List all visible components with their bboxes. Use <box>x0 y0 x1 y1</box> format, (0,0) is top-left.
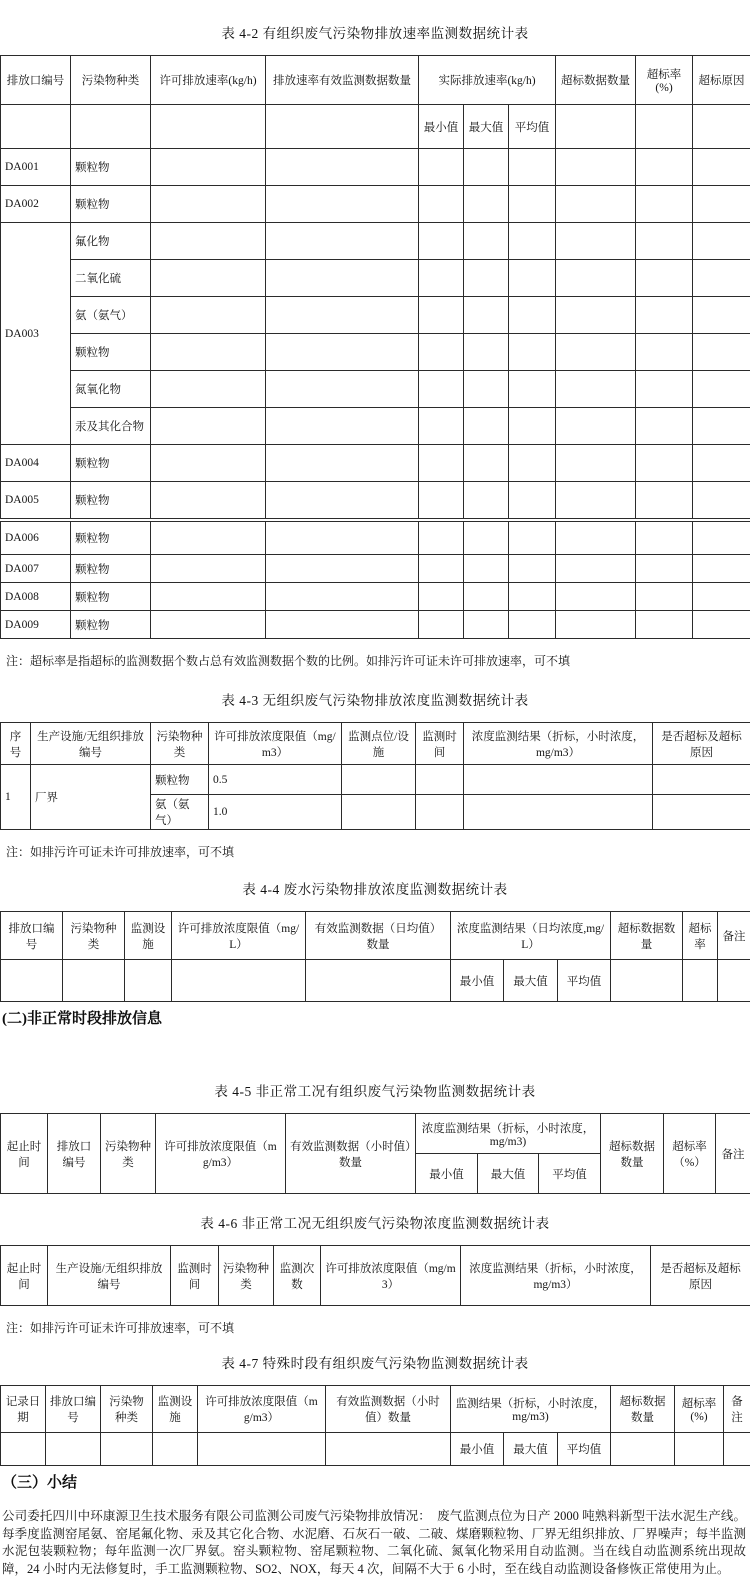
cell-empty <box>556 408 636 445</box>
facility-header: 生产设施/无组织排放编号 <box>48 1246 171 1306</box>
cell-empty <box>556 149 636 186</box>
record-date-header: 记录日期 <box>1 1386 46 1433</box>
cell-empty <box>653 795 750 830</box>
cell-empty <box>556 522 636 555</box>
monitor-time-header: 监测时间 <box>416 723 464 765</box>
cell-pollutant: 汞及其化合物 <box>71 408 151 445</box>
cell-empty <box>509 223 556 260</box>
cell-empty <box>151 297 266 334</box>
cell-empty <box>636 482 693 519</box>
cell-empty <box>636 260 693 297</box>
cell-empty <box>419 223 464 260</box>
cell-empty <box>464 297 509 334</box>
cell-empty <box>693 149 750 186</box>
cell-empty <box>46 1433 101 1466</box>
permitted-limit-header: 许可排放浓度限值（mg/m3） <box>209 723 342 765</box>
cell-pollutant: 颗粒物 <box>71 482 151 519</box>
cell-empty <box>63 960 125 1002</box>
cell-pollutant: 氨（氨气） <box>151 795 209 830</box>
table-4-7 <box>0 1385 750 1466</box>
table-4-5-title: 表 4-5 非正常工况有组织废气污染物监测数据统计表 <box>0 1080 750 1100</box>
exceed-count-header: 超标数据数量 <box>556 56 636 105</box>
exceed-rate-header: 超标率 <box>683 912 718 960</box>
cell-empty <box>556 611 636 639</box>
cell-limit: 0.5 <box>209 765 342 795</box>
cell-empty <box>611 1433 675 1466</box>
cell-empty <box>636 186 693 223</box>
cell-pollutant: 氮氧化物 <box>71 371 151 408</box>
cell-empty <box>693 223 750 260</box>
cell-empty <box>636 445 693 482</box>
cell-pollutant: 颗粒物 <box>71 611 151 639</box>
cell-empty <box>151 334 266 371</box>
cell-empty <box>416 795 464 830</box>
cell-empty <box>636 149 693 186</box>
cell-empty <box>419 482 464 519</box>
cell-empty <box>419 334 464 371</box>
cell-empty <box>266 611 419 639</box>
cell-empty <box>464 149 509 186</box>
cell-empty <box>266 186 419 223</box>
cell-empty <box>509 371 556 408</box>
cell-empty <box>464 611 509 639</box>
outlet-no-header: 排放口编号 <box>46 1386 101 1433</box>
table-4-2-note: 注：超标率是指超标的监测数据个数占总有效监测数据个数的比例。如排污许可证未许可排放速率，可不填 <box>6 652 746 669</box>
period-header: 起止时间 <box>1 1246 48 1306</box>
cell-empty <box>464 583 509 611</box>
cell-empty <box>509 522 556 555</box>
exceed-rate-header: 超标率(%) <box>675 1386 724 1433</box>
pollutant-type-header: 污染物种类 <box>151 723 209 765</box>
cell-empty <box>151 260 266 297</box>
cell-empty <box>464 482 509 519</box>
cell-outlet: DA003 <box>1 223 71 445</box>
cell-empty <box>636 297 693 334</box>
cell-empty <box>509 297 556 334</box>
cell-facility: 厂界 <box>31 765 151 830</box>
avg-subheader: 平均值 <box>509 105 556 149</box>
cell-empty <box>125 960 172 1002</box>
min-subheader: 最小值 <box>419 105 464 149</box>
min-subheader: 最小值 <box>451 960 504 1002</box>
cell-empty <box>556 445 636 482</box>
seq-header: 序号 <box>1 723 31 765</box>
result-header: 监测结果（折标，小时浓度，mg/m3) <box>451 1386 611 1433</box>
cell-empty <box>636 408 693 445</box>
cell-empty <box>419 408 464 445</box>
table-4-3 <box>0 722 750 830</box>
cell-pollutant: 颗粒物 <box>71 186 151 223</box>
cell-outlet: DA002 <box>1 186 71 223</box>
cell-empty <box>693 186 750 223</box>
monitor-time-header: 监测时间 <box>171 1246 219 1306</box>
cell-empty <box>464 223 509 260</box>
cell-empty <box>266 583 419 611</box>
cell-empty <box>151 555 266 583</box>
cell-empty <box>151 583 266 611</box>
cell-limit: 1.0 <box>209 795 342 830</box>
cell-empty <box>1 960 63 1002</box>
cell-empty <box>464 445 509 482</box>
cell-empty <box>683 960 718 1002</box>
cell-empty <box>419 371 464 408</box>
result-header: 浓度监测结果（折标，小时浓度，mg/m3) <box>416 1114 601 1154</box>
valid-data-count-header: 有效监测数据（小时值）数量 <box>326 1386 451 1433</box>
valid-data-count-header: 有效监测数据（日均值）数量 <box>306 912 451 960</box>
cell-empty <box>693 555 750 583</box>
cell-empty <box>151 482 266 519</box>
cell-empty <box>464 765 653 795</box>
cell-empty <box>266 334 419 371</box>
cell-empty <box>419 260 464 297</box>
cell-empty <box>342 795 416 830</box>
exceed-header: 是否超标及超标原因 <box>651 1246 750 1306</box>
cell-empty <box>266 149 419 186</box>
exceed-reason-header: 超标原因 <box>693 56 750 105</box>
pollutant-type-header: 污染物种类 <box>63 912 125 960</box>
cell-empty <box>464 522 509 555</box>
actual-rate-header: 实际排放速率(kg/h) <box>419 56 556 105</box>
cell-empty <box>151 223 266 260</box>
result-header: 浓度监测结果（日均浓度,mg/L） <box>451 912 611 960</box>
cell-outlet: DA005 <box>1 482 71 519</box>
pollutant-type-header: 污染物种类 <box>219 1246 274 1306</box>
period-header: 起止时间 <box>1 1114 48 1194</box>
cell-empty <box>693 105 750 149</box>
cell-empty <box>464 334 509 371</box>
remark-header: 备注 <box>718 912 750 960</box>
cell-empty <box>464 371 509 408</box>
outlet-no-header: 排放口编号 <box>48 1114 101 1194</box>
cell-empty <box>693 611 750 639</box>
cell-empty <box>419 555 464 583</box>
cell-pollutant: 二氧化硫 <box>71 260 151 297</box>
cell-empty <box>693 522 750 555</box>
monitor-point-header: 监测点位/设施 <box>342 723 416 765</box>
cell-empty <box>509 408 556 445</box>
cell-empty <box>172 960 306 1002</box>
table-4-6-note: 注：如排污许可证未许可排放速率，可不填 <box>6 1319 746 1336</box>
max-subheader: 最大值 <box>478 1154 539 1194</box>
permitted-limit-header: 许可排放浓度限值（mg/m3） <box>198 1386 326 1433</box>
cell-empty <box>306 960 451 1002</box>
cell-empty <box>198 1433 326 1466</box>
permitted-limit-header: 许可排放浓度限值（mg/m3） <box>156 1114 286 1194</box>
cell-pollutant: 颗粒物 <box>71 522 151 555</box>
table-4-4 <box>0 911 750 1002</box>
cell-empty <box>419 522 464 555</box>
cell-empty <box>266 555 419 583</box>
cell-empty <box>464 260 509 297</box>
monitor-times-header: 监测次数 <box>274 1246 321 1306</box>
avg-subheader: 平均值 <box>558 1433 611 1466</box>
cell-empty <box>556 583 636 611</box>
cell-empty <box>636 555 693 583</box>
table-4-6 <box>0 1245 750 1306</box>
cell-empty <box>464 408 509 445</box>
cell-outlet: DA006 <box>1 522 71 555</box>
cell-empty <box>151 408 266 445</box>
table-4-4-title: 表 4-4 废水污染物排放浓度监测数据统计表 <box>0 878 750 898</box>
cell-empty <box>266 408 419 445</box>
cell-empty <box>556 105 636 149</box>
cell-empty <box>693 482 750 519</box>
cell-empty <box>636 371 693 408</box>
cell-outlet: DA009 <box>1 611 71 639</box>
table-4-7-title: 表 4-7 特殊时段有组织废气污染物监测数据统计表 <box>0 1352 750 1372</box>
cell-empty <box>509 445 556 482</box>
cell-empty <box>101 1433 153 1466</box>
permitted-limit-header: 许可排放浓度限值（mg/m3） <box>321 1246 461 1306</box>
cell-empty <box>556 334 636 371</box>
cell-empty <box>636 334 693 371</box>
exceed-count-header: 超标数据数量 <box>601 1114 664 1194</box>
exceed-count-header: 超标数据数量 <box>611 912 683 960</box>
cell-empty <box>266 522 419 555</box>
min-subheader: 最小值 <box>416 1154 478 1194</box>
cell-empty <box>509 186 556 223</box>
max-subheader: 最大值 <box>504 960 558 1002</box>
cell-empty <box>693 583 750 611</box>
cell-empty <box>151 445 266 482</box>
cell-empty <box>151 611 266 639</box>
pollutant-type-header: 污染物种类 <box>101 1386 153 1433</box>
table-4-2-title: 表 4-2 有组织废气污染物排放速率监测数据统计表 <box>0 22 750 42</box>
cell-empty <box>416 765 464 795</box>
cell-empty <box>153 1433 198 1466</box>
avg-subheader: 平均值 <box>539 1154 601 1194</box>
cell-pollutant: 颗粒物 <box>151 765 209 795</box>
remark-header: 备注 <box>724 1386 750 1433</box>
cell-empty <box>419 149 464 186</box>
cell-empty <box>509 611 556 639</box>
cell-empty <box>151 149 266 186</box>
table-4-5 <box>0 1113 750 1194</box>
cell-empty <box>636 522 693 555</box>
cell-empty <box>266 297 419 334</box>
cell-pollutant: 颗粒物 <box>71 583 151 611</box>
max-subheader: 最大值 <box>504 1433 558 1466</box>
valid-data-count-header: 有效监测数据（小时值）数量 <box>286 1114 416 1194</box>
exceed-rate-header: 超标率（%） <box>664 1114 716 1194</box>
cell-empty <box>266 260 419 297</box>
outlet-no-header: 排放口编号 <box>1 912 63 960</box>
cell-empty <box>724 1433 750 1466</box>
cell-empty <box>693 408 750 445</box>
cell-empty <box>151 371 266 408</box>
cell-outlet: DA008 <box>1 583 71 611</box>
cell-empty <box>266 445 419 482</box>
avg-subheader: 平均值 <box>558 960 611 1002</box>
cell-empty <box>266 482 419 519</box>
cell-empty <box>556 186 636 223</box>
outlet-no-header: 排放口编号 <box>1 56 71 105</box>
cell-empty <box>151 186 266 223</box>
cell-empty <box>151 105 266 149</box>
cell-outlet: DA001 <box>1 149 71 186</box>
table-4-6-title: 表 4-6 非正常工况无组织废气污染物浓度监测数据统计表 <box>0 1212 750 1232</box>
remark-header: 备注 <box>716 1114 750 1194</box>
cell-empty <box>464 795 653 830</box>
cell-empty <box>693 260 750 297</box>
exceed-header: 是否超标及超标原因 <box>653 723 750 765</box>
cell-empty <box>556 260 636 297</box>
cell-empty <box>653 765 750 795</box>
table-4-2-part2 <box>0 521 750 639</box>
section-heading-2: (二)非正常时段排放信息 <box>2 1007 750 1028</box>
cell-pollutant: 颗粒物 <box>71 334 151 371</box>
cell-empty <box>556 555 636 583</box>
result-header: 浓度监测结果（折标，小时浓度，mg/m3） <box>464 723 653 765</box>
cell-empty <box>675 1433 724 1466</box>
cell-empty <box>266 223 419 260</box>
max-subheader: 最大值 <box>464 105 509 149</box>
cell-empty <box>464 186 509 223</box>
permitted-rate-header: 许可排放速率(kg/h) <box>151 56 266 105</box>
cell-empty <box>71 105 151 149</box>
pollutant-type-header: 污染物种类 <box>71 56 151 105</box>
cell-pollutant: 氨（氨气） <box>71 297 151 334</box>
cell-empty <box>556 482 636 519</box>
cell-empty <box>509 260 556 297</box>
monitor-device-header: 监测设施 <box>125 912 172 960</box>
cell-empty <box>151 522 266 555</box>
exceed-rate-header: 超标率(%) <box>636 56 693 105</box>
cell-empty <box>693 297 750 334</box>
cell-empty <box>1 1433 46 1466</box>
cell-empty <box>556 371 636 408</box>
table-4-2-part1 <box>0 55 750 519</box>
valid-data-count-header: 排放速率有效监测数据数量 <box>266 56 419 105</box>
table-4-3-title: 表 4-3 无组织废气污染物排放浓度监测数据统计表 <box>0 689 750 709</box>
cell-empty <box>636 223 693 260</box>
cell-pollutant: 颗粒物 <box>71 445 151 482</box>
section-heading-3: （三）小结 <box>2 1471 750 1492</box>
cell-empty <box>326 1433 451 1466</box>
cell-empty <box>636 611 693 639</box>
result-header: 浓度监测结果（折标，小时浓度，mg/m3） <box>461 1246 651 1306</box>
cell-empty <box>693 334 750 371</box>
cell-empty <box>266 371 419 408</box>
cell-empty <box>693 445 750 482</box>
cell-empty <box>419 186 464 223</box>
monitor-device-header: 监测设施 <box>153 1386 198 1433</box>
cell-empty <box>419 611 464 639</box>
cell-empty <box>636 583 693 611</box>
cell-outlet: DA004 <box>1 445 71 482</box>
cell-empty <box>266 105 419 149</box>
cell-empty <box>693 371 750 408</box>
cell-empty <box>419 297 464 334</box>
cell-empty <box>556 223 636 260</box>
cell-empty <box>611 960 683 1002</box>
cell-outlet: DA007 <box>1 555 71 583</box>
cell-empty <box>464 555 509 583</box>
cell-empty <box>509 482 556 519</box>
cell-pollutant: 氟化物 <box>71 223 151 260</box>
cell-empty <box>509 583 556 611</box>
min-subheader: 最小值 <box>451 1433 504 1466</box>
cell-pollutant: 颗粒物 <box>71 149 151 186</box>
summary-paragraph: 公司委托四川中环康源卫生技术服务有限公司监测公司废气污染物排放情况： 废气监测点位为日产 2000 吨熟料新型干法水泥生产线。每季度监测窑尾氨、窑尾氟化物、汞及其它化合物、水泥磨、石灰石一破、二破、煤磨颗粒物、厂界无组织排放、厂界噪声；每半监测水泥包装颗粒物；每年监测一次厂界氨。窑头颗粒物、窑尾颗粒物、二氧化硫、氮氧化物采用自动监测。当在线自动监测系统出现故障，24 小时内无法修复时，手工监测颗粒物、SO2、NOX，每天 4 次，间隔不大于 6 小时，至在线自动监测设备修恢正常使用为止。 <box>2 1508 746 1578</box>
cell-empty <box>509 149 556 186</box>
table-4-3-note: 注：如排污许可证未许可排放速率，可不填 <box>6 843 746 860</box>
pollutant-type-header: 污染物种类 <box>101 1114 156 1194</box>
cell-empty <box>718 960 750 1002</box>
exceed-count-header: 超标数据数量 <box>611 1386 675 1433</box>
cell-empty <box>342 765 416 795</box>
cell-pollutant: 颗粒物 <box>71 555 151 583</box>
cell-empty <box>636 105 693 149</box>
cell-empty <box>1 105 71 149</box>
cell-seq: 1 <box>1 765 31 830</box>
cell-empty <box>419 445 464 482</box>
permitted-limit-header: 许可排放浓度限值（mg/L） <box>172 912 306 960</box>
cell-empty <box>556 297 636 334</box>
cell-empty <box>419 583 464 611</box>
cell-empty <box>509 555 556 583</box>
facility-header: 生产设施/无组织排放编号 <box>31 723 151 765</box>
cell-empty <box>509 334 556 371</box>
